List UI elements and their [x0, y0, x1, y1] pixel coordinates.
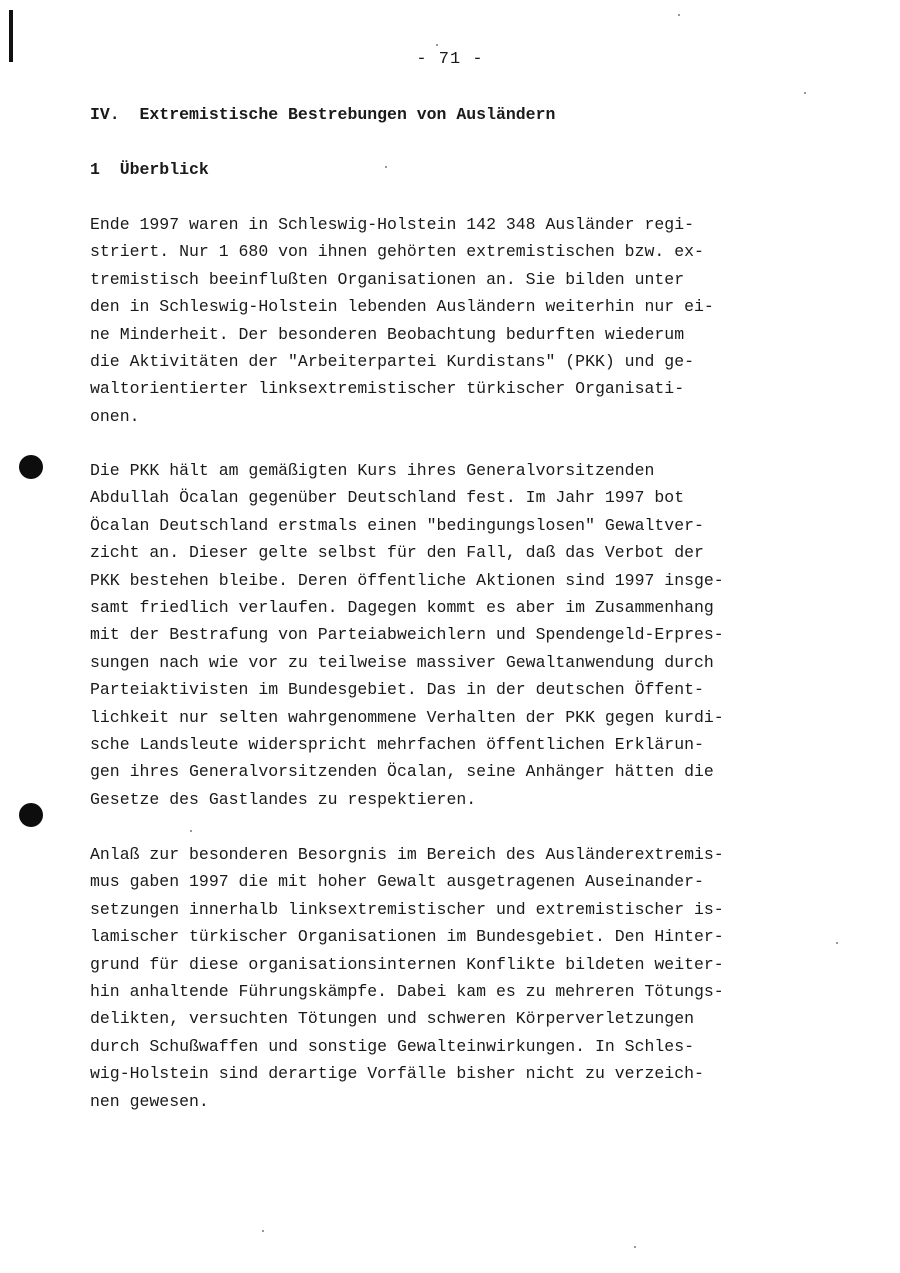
text-line: setzungen innerhalb linksextremistischer und extremistischer is- [90, 899, 724, 919]
text-line: grund für diese organisationsinternen Konflikte bildeten weiter- [90, 954, 724, 974]
scan-speck [190, 830, 192, 832]
scan-speck [804, 92, 806, 94]
text-line: lamischer türkischer Organisationen im Bundesgebiet. Den Hinter- [90, 927, 724, 947]
paragraph-overview [90, 211, 850, 430]
text-line: sche Landsleute widerspricht mehrfachen öffentlichen Erklärun- [90, 734, 704, 754]
text-line: wig-Holstein sind derartige Vorfälle bisher nicht zu verzeich- [90, 1064, 704, 1084]
scan-speck [262, 1230, 264, 1232]
text-line: delikten, versuchten Tötungen und schweren Körperverletzungen [90, 1009, 694, 1029]
text-line: hin anhaltende Führungskämpfe. Dabei kam es zu mehreren Tötungs- [90, 981, 724, 1001]
text-line: mus gaben 1997 die mit hoher Gewalt ausgetragenen Auseinander- [90, 872, 704, 892]
scan-speck [436, 44, 438, 46]
punch-hole-top [19, 455, 43, 479]
text-line: PKK bestehen bleibe. Deren öffentliche Aktionen sind 1997 insge- [90, 570, 724, 590]
text-line: durch Schußwaffen und sonstige Gewalteinwirkungen. In Schles- [90, 1036, 694, 1056]
text-line: gen ihres Generalvorsitzenden Öcalan, seine Anhänger hätten die [90, 762, 714, 782]
text-line: nen gewesen. [90, 1091, 209, 1111]
text-line: samt friedlich verlaufen. Dagegen kommt es aber im Zusammenhang [90, 597, 714, 617]
text-line: Anlaß zur besonderen Besorgnis im Bereich des Ausländerextremis- [90, 845, 724, 864]
text-line: zicht an. Dieser gelte selbst für den Fall, daß das Verbot der [90, 543, 704, 563]
text-line: Abdullah Öcalan gegenüber Deutschland fest. Im Jahr 1997 bot [90, 488, 685, 508]
text-line: Die PKK hält am gemäßigten Kurs ihres Generalvorsitzenden [90, 461, 655, 480]
paragraph-pkk [90, 457, 850, 813]
scan-speck [678, 14, 680, 16]
section-heading: IV. Extremistische Bestrebungen von Ausländern [90, 105, 556, 124]
text-line: sungen nach wie vor zu teilweise massiver Gewaltanwendung durch [90, 652, 714, 672]
text-line: Öcalan Deutschland erstmals einen "bedingungslosen" Gewaltver- [90, 515, 704, 535]
text-line: striert. Nur 1 680 von ihnen gehörten extremistischen bzw. ex- [90, 242, 704, 262]
text-line: die Aktivitäten der "Arbeiterpartei Kurdistans" (PKK) und ge- [90, 351, 694, 371]
text-line: ne Minderheit. Der besonderen Beobachtung bedurften wiederum [90, 324, 685, 344]
scan-speck [634, 1246, 636, 1248]
page-number: - 71 - [416, 50, 484, 69]
text-line: waltorientierter linksextremistischer türkischer Organisati- [90, 379, 685, 399]
scan-speck [385, 166, 387, 168]
text-line: Gesetze des Gastlandes zu respektieren. [90, 789, 477, 809]
paragraph-concern [90, 841, 850, 1115]
text-line: onen. [90, 406, 140, 426]
text-line: den in Schleswig-Holstein lebenden Ausländern weiterhin nur ei- [90, 297, 714, 317]
text-line: Ende 1997 waren in Schleswig-Holstein 142 348 Ausländer regi- [90, 215, 694, 234]
text-line: tremistisch beeinflußten Organisationen an. Sie bilden unter [90, 269, 685, 289]
text-line: lichkeit nur selten wahrgenommene Verhalten der PKK gegen kurdi- [90, 707, 724, 727]
text-line: mit der Bestrafung von Parteiabweichlern und Spendengeld-Erpres- [90, 625, 724, 645]
punch-hole-bottom [19, 803, 43, 827]
text-line: Parteiaktivisten im Bundesgebiet. Das in der deutschen Öffent- [90, 680, 704, 700]
subsection-heading: 1 Überblick [90, 160, 209, 179]
